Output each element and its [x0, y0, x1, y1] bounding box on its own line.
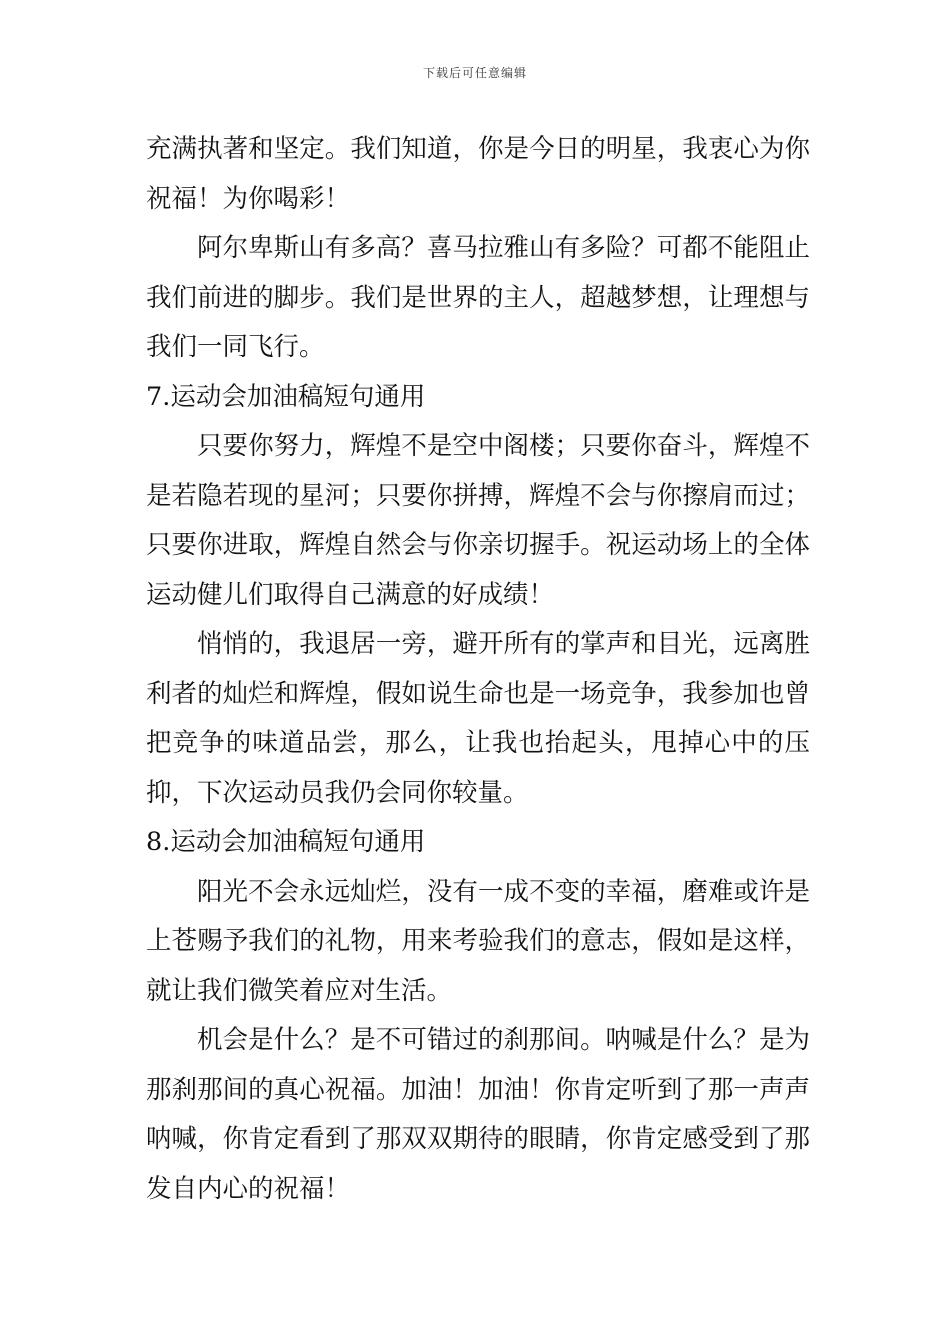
- paragraph-continuation: 充满执著和坚定。我们知道，你是今日的明星，我衷心为你祝福！为你喝彩！: [146, 134, 810, 214]
- paragraph: 只要你努力，辉煌不是空中阁楼；只要你奋斗，辉煌不是若隐若现的星河；只要你拼搏，辉煌不会与你擦肩而过；只要你进取，辉煌自然会与你亲切握手。祝运动场上的全体运动健儿们取得自己满意的好成绩！: [146, 431, 810, 610]
- paragraph: 阿尔卑斯山有多高？喜马拉雅山有多险？可都不能阻止我们前进的脚步。我们是世界的主人，超越梦想，让理想与我们一同飞行。: [146, 233, 810, 362]
- paragraph: 悄悄的，我退居一旁，避开所有的掌声和目光，远离胜利者的灿烂和辉煌，假如说生命也是一场竞争，我参加也曾把竞争的味道品尝，那么，让我也抬起头，甩掉心中的压抑，下次运动员我仍会同你较量。: [146, 629, 810, 808]
- paragraph: 阳光不会永远灿烂，没有一成不变的幸福，磨难或许是上苍赐予我们的礼物，用来考验我们的意志，假如是这样，就让我们微笑着应对生活。: [146, 876, 810, 1006]
- section-heading-8: 8.运动会加油稿短句通用: [146, 827, 426, 857]
- header-note: 下载后可任意编辑: [422, 66, 527, 80]
- document-body: [146, 125, 810, 1214]
- paragraph: 机会是什么？是不可错过的刹那间。呐喊是什么？是为那刹那间的真心祝福。加油！加油！你肯定听到了那一声声呐喊，你肯定看到了那双双期待的眼睛，你肯定感受到了那发自内心的祝福！: [146, 1025, 810, 1204]
- section-heading-7: 7.运动会加油稿短句通用: [146, 381, 426, 412]
